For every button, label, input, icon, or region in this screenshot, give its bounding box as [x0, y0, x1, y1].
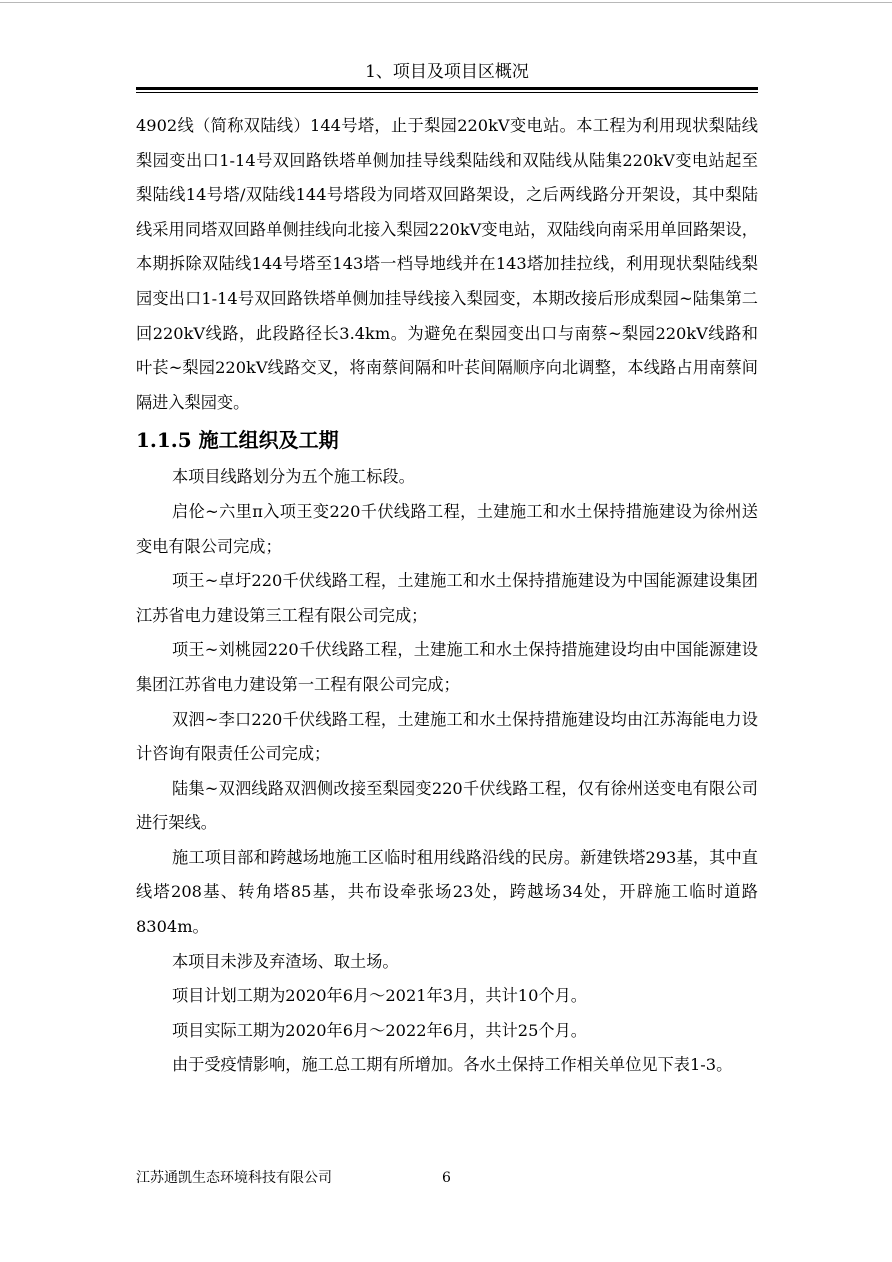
scan-top-edge-line — [0, 2, 892, 3]
body-paragraph: 项目实际工期为2020年6月～2022年6月，共计25个月。 — [172, 1020, 587, 1040]
header-double-rule — [136, 87, 758, 93]
body-paragraph: 施工项目部和跨越场地施工区临时租用线路沿线的民房。新建铁塔293基，其中直线塔208基、转角塔85基，共布设牵张场23处，跨越场34处，开辟施工临时道路8304m。 — [136, 847, 758, 937]
footer-company-name: 江苏通凯生态环境科技有限公司 — [136, 1170, 332, 1186]
body-paragraph-continued: 4902线（简称双陆线）144号塔，止于梨园220kV变电站。本工程为利用现状梨陆线梨园变出口1-14号双回路铁塔单侧加挂导线梨陆线和双陆线从陆集220kV变电站起至梨陆线14号塔/双陆线144号塔段为同塔双回路架设，之后两线路分开架设，其中梨陆线采用同塔双回路单侧挂线向北接入梨园220kV变电站，双陆线向南采用单回路架设，本期拆除双陆线144号塔至143塔一档导地线并在143塔加挂拉线，利用现状梨陆线梨园变出口1-14号双回路铁塔单侧加挂导线接入梨园变，本期改接后形成梨园~陆集第二回220kV线路，此段路径长3.4km。为避免在梨园变出口与南蔡~梨园220kV线路和叶苌~梨园220kV线路交叉，将南蔡间隔和叶苌间隔顺序向北调整，本线路占用南蔡间隔进入梨园变。 — [136, 116, 758, 412]
footer-page-number: 6 — [442, 1170, 451, 1186]
header-rule-thick — [136, 87, 758, 90]
body-paragraph: 双泗~李口220千伏线路工程，土建施工和水土保持措施建设均由江苏海能电力设计咨询有限责任公司完成； — [136, 709, 758, 764]
page-body — [136, 109, 758, 1083]
body-paragraph: 项目计划工期为2020年6月～2021年3月，共计10个月。 — [172, 986, 587, 1006]
body-paragraph: 本项目未涉及弃渣场、取土场。 — [172, 951, 399, 971]
page-header — [136, 60, 758, 93]
header-chapter-title: 1、项目及项目区概况 — [365, 62, 529, 82]
body-paragraph: 项王~刘桃园220千伏线路工程，土建施工和水土保持措施建设均由中国能源建设集团江苏省电力建设第一工程有限公司完成； — [136, 640, 758, 694]
body-paragraph: 陆集~双泗线路双泗侧改接至梨园变220千伏线路工程，仅有徐州送变电有限公司进行架线。 — [136, 778, 758, 833]
body-paragraph: 本项目线路划分为五个施工标段。 — [172, 467, 415, 487]
page-footer — [136, 1168, 758, 1188]
header-rule-thin — [136, 92, 758, 93]
body-paragraph: 项王~卓圩220千伏线路工程，土建施工和水土保持措施建设为中国能源建设集团江苏省电力建设第三工程有限公司完成； — [136, 571, 758, 625]
section-heading-1-1-5: 1.1.5 施工组织及工期 — [136, 428, 339, 453]
body-paragraph: 启伦~六里π入项王变220千伏线路工程，土建施工和水土保持措施建设为徐州送变电有限公司完成； — [136, 501, 758, 556]
body-paragraph: 由于受疫情影响，施工总工期有所增加。各水土保持工作相关单位见下表1-3。 — [172, 1055, 733, 1075]
